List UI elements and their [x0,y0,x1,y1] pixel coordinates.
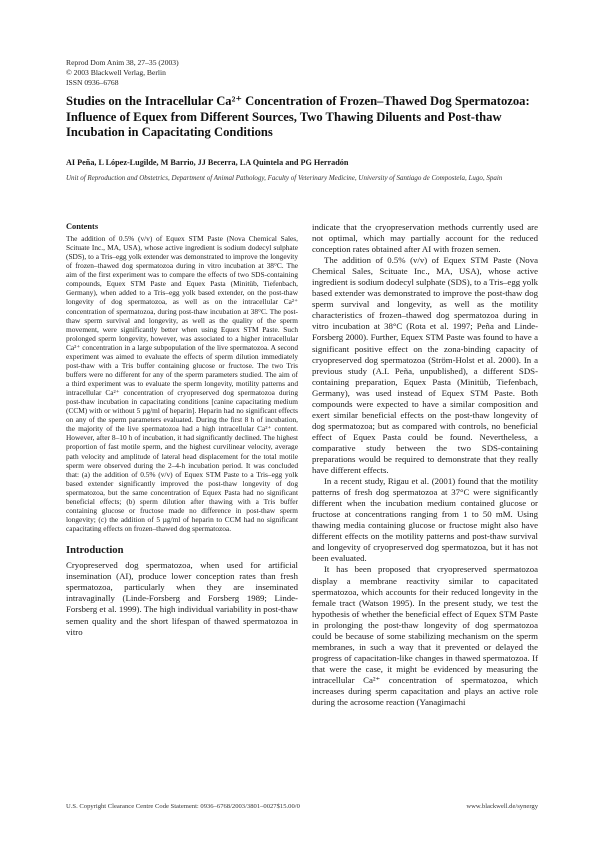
contents-heading: Contents [66,222,99,231]
abstract-text: The addition of 0.5% (v/v) of Equex STM Paste (Nova Chemical Sales, Scituate Inc., MA, USA), whose active ingredient is sodium dodecyl sulphate (SDS), to a Tris–egg yolk extender was demonstrated to improve the longevity of frozen–thawed dog spermatozoa during in vitro incubation at 38°C. The aim of the first experiment was to compare the effects of two SDS-containing compounds, Equex STM Paste and Equex Pasta (Minitüb, Tiefenbach, Germany), when added to a Tris–egg yolk based extender, on the post-thaw longevity of dog spermatozoa, as well as on the intracellular Ca²⁺ concentration of spermatozoa, during post-thaw incubation at 38°C. The post-thaw sperm survival and longevity, as well as the quality of the sperm movement, were significantly better when using Equex STM Paste. Such prolonged sperm longevity, however, was associated to a higher intracellular Ca²⁺ concentration in a large subpopulation of the live spermatozoa. A second experiment was aimed to evaluate the effects of sperm dilution immediately post-thaw with a Tris buffer containing glucose or fructose. The two Tris buffers were no different for any of the sperm parameters studied. The aim of a third experiment was to evaluate the sperm longevity, motility patterns and intracellular Ca²⁺ concentration of cryopreserved dog spermatozoa during post-thaw incubation in capacitating conditions [canine capacitating medium (CCM) with or without 5 µg/ml of heparin]. Heparin had no significant effects on any of the sperm parameters evaluated. During the first 8 h of incubation, the majority of the live spermatozoa had a high intracellular Ca²⁺ content. However, after 8–10 h of incubation, it had significantly declined. The highest proportion of fast motile sperm, and the highest curvilinear velocity, average path velocity and amplitude of lateral head displacement for the total motile sperm were observed during the 2–4-h incubation period. It was concluded that: (a) the addition of 0.5% (v/v) of Equex STM Paste to a Tris–egg yolk based extender significantly improved the post-thaw longevity of dog spermatozoa, but the same concentration of Equex Pasta had no significant beneficial effects; (b) sperm dilution after thawing with a Tris buffer containing glucose or fructose made no difference in post-thaw sperm longevity; (c) the addition of 5 µg/ml of heparin to CCM had no significant capacitating effects on frozen–thawed dog spermatozoa. [66,234,298,533]
article-title: Studies on the Intracellular Ca²⁺ Concentration of Frozen–Thawed Dog Spermatozoa: Influence of Equex from Different Sources, Two Thawing Diluents and Post-thaw Incubation in Capacitating Conditions [66,94,530,140]
left-column [66,222,298,638]
copyright-code-statement: U.S. Copyright Clearance Centre Code Statement: 0936–6768/2003/3801–0027$15.00/0 [66,803,300,810]
abstract-section [66,222,298,533]
publisher-url: www.blackwell.de/synergy [466,803,538,810]
body-paragraph: indicate that the cryopreservation methods currently used are not optimal, which may partially account for the reduced conception rates obtained after AI with frozen semen. [312,222,538,255]
introduction-section [66,545,298,638]
body-paragraph: It has been proposed that cryopreserved spermatozoa display a membrane reactivity similar to capacitated spermatozoa, which accounts for their reduced longevity in the female tract (Watson 1995). In the present study, we test the hypothesis of whether the beneficial effect of Equex STM Paste in prolonging the post-thaw longevity of dog spermatozoa could be because of some stabilizing mechanism on the sperm membranes, in such a way that it prevented or delayed the progress of capacitation-like changes in thawed spermatozoa. If that were the case, it might be evidenced by measuring the intracellular Ca²⁺ concentration of spermatozoa, which increases during sperm capacitation and plays an active role during the acrosome reaction (Yanagimachi [312,564,538,708]
introduction-heading: Introduction [66,545,124,557]
journal-info [66,58,179,88]
journal-copyright: © 2003 Blackwell Verlag, Berlin [66,68,166,77]
right-column [312,222,538,708]
journal-issn: ISSN 0936–6768 [66,78,119,87]
author-list: AI Peña, L López-Lugilde, M Barrio, JJ Becerra, LA Quintela and PG Herradón [66,158,349,167]
author-affiliation: Unit of Reproduction and Obstetrics, Department of Animal Pathology, Faculty of Veterinary Medicine, University of Santiago de Compostela, Lugo, Spain [66,174,503,182]
journal-citation: Reprod Dom Anim 38, 27–35 (2003) [66,58,179,67]
introduction-paragraph: Cryopreserved dog spermatozoa, when used for artificial insemination (AI), produce lower conception rates than fresh spermatozoa, particularly when they are inseminated intravaginally (Linde-Forsberg and Forsberg 1989; Linde-Forsberg et al. 1999). The high individual variability in post-thaw semen quality and the short lifespan of thawed spermatozoa in vitro [66,560,298,637]
body-paragraph: In a recent study, Rigau et al. (2001) found that the motility patterns of fresh dog spermatozoa at 37°C were significantly different when the incubation medium contained glucose or fructose at concentrations ranging from 1 to 50 mM. Using thawing media containing glucose or fructose might also have different effects on the motility patterns and post-thaw survival and longevity of cryopreserved dog spermatozoa, but it has not been evaluated. [312,476,538,564]
body-paragraph: The addition of 0.5% (v/v) of Equex STM Paste (Nova Chemical Sales, Scituate Inc., MA, USA), whose active ingredient is sodium dodecyl sulphate (SDS), to a Tris–egg yolk based extender was demonstrated to improve the post-thaw dog sperm survival and longevity, as well as the motility characteristics of frozen–thawed dog spermatozoa during in vitro incubation at 38°C (Rota et al. 1997; Peña and Linde-Forsberg 2000). Further, Equex STM Paste was found to have a significant positive effect on the zona-binding capacity of cryopreserved dog spermatozoa (Ström-Holst et al. 2000). In a previous study (A.I. Peña, unpublished), a different SDS-containing preparation, Equex Pasta (Minitüb, Tiefenbach, Germany), was used instead of Equex STM Paste. Both compounds were expected to have a similar composition and exert similar beneficial effects on the post-thaw longevity of dog spermatozoa; but as compared with controls, no beneficial effect of Equex Pasta could be found. Nevertheless, a comparative study between the two SDS-containing preparations would be required to demonstrate that they really have different effects. [312,255,538,476]
